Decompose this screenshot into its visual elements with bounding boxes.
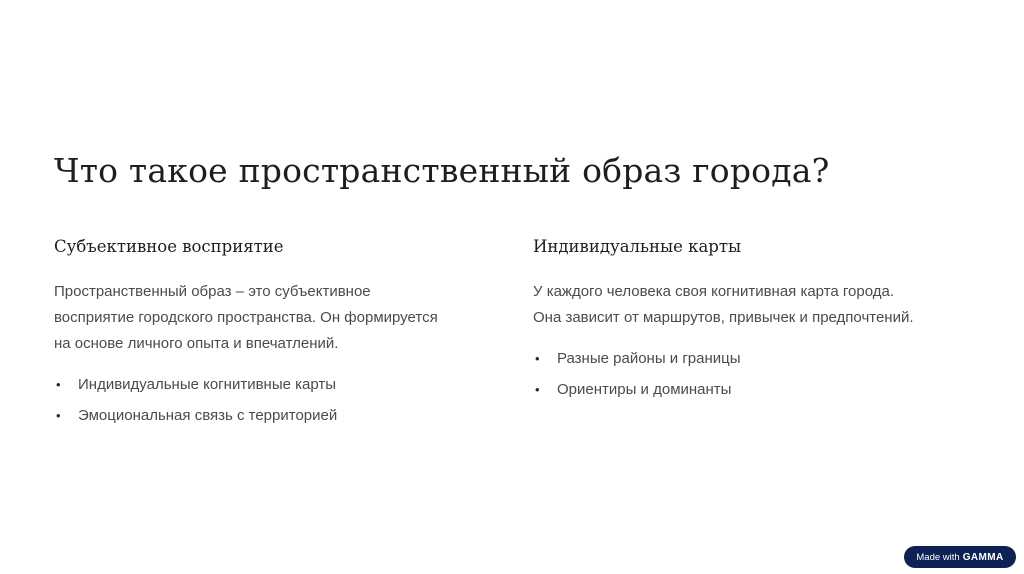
- bullet-item: [533, 374, 983, 405]
- right-column: [533, 234, 983, 405]
- left-column-paragraph: [54, 279, 504, 357]
- left-column-heading: Субъективное восприятие: [54, 237, 284, 256]
- made-with-gamma-badge[interactable]: [904, 546, 1016, 568]
- paragraph-line: восприятие городского пространства. Он формируется: [54, 309, 438, 326]
- paragraph-line: Пространственный образ – это субъективное: [54, 283, 371, 300]
- bullet-text: Индивидуальные когнитивные карты: [78, 376, 337, 393]
- bullet-dot-icon: •: [535, 382, 540, 397]
- left-column-bullet-list: [54, 369, 504, 431]
- bullet-item: [54, 369, 504, 400]
- bullet-text: Эмоциональная связь с территорией: [78, 407, 338, 424]
- bullet-text: Ориентиры и доминанты: [557, 381, 732, 398]
- badge-prefix: Made with: [916, 551, 960, 563]
- bullet-dot-icon: •: [56, 408, 61, 423]
- right-column-paragraph: [533, 279, 983, 331]
- paragraph-line: Она зависит от маршрутов, привычек и предпочтений.: [533, 309, 914, 326]
- gamma-logo-text: GAMMA: [962, 551, 1004, 563]
- bullet-dot-icon: •: [56, 377, 61, 392]
- bullet-item: [54, 400, 504, 431]
- right-column-heading: Индивидуальные карты: [533, 237, 742, 256]
- bullet-item: [533, 343, 983, 374]
- right-column-bullet-list: [533, 343, 983, 405]
- left-column: [54, 234, 504, 431]
- slide-title: Что такое пространственный образ города?: [54, 151, 830, 190]
- bullet-text: Разные районы и границы: [557, 350, 741, 367]
- paragraph-line: У каждого человека своя когнитивная карта города.: [533, 283, 895, 300]
- bullet-dot-icon: •: [535, 351, 540, 366]
- paragraph-line: на основе личного опыта и впечатлений.: [54, 335, 339, 352]
